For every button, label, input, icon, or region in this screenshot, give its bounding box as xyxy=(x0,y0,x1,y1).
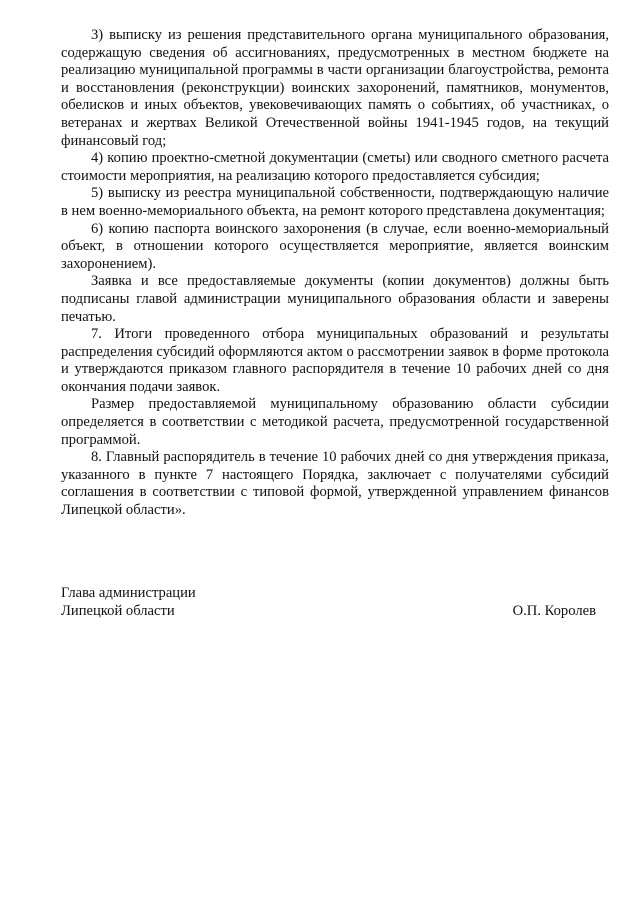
signature-block xyxy=(61,585,596,620)
paragraph-item-6: 6) копию паспорта воинского захоронения (в случае, если военно-мемориальный объект, в отношении которого осуществляется мероприятие, является воинским захоронением). xyxy=(61,220,609,272)
paragraph-point-8: 8. Главный распорядитель в течение 10 рабочих дней со дня утверждения приказа, указанного в пункте 7 настоящего Порядка, заключает с получателями субсидий соглашения в соответствии с типовой формой, утвержденной управлением финансов Липецкой области». xyxy=(61,449,609,519)
paragraph-item-4: 4) копию проектно-сметной документации (сметы) или сводного сметного расчета стоимости мероприятия, на реализацию которого предоставляется субсидия; xyxy=(61,150,609,184)
signature-row xyxy=(61,603,596,621)
paragraph-item-5: 5) выписку из реестра муниципальной собственности, подтверждающую наличие в нем военно-мемориального объекта, на ремонт которого представлена документация; xyxy=(61,185,609,219)
signature-title-line1: Глава администрации xyxy=(61,585,196,601)
paragraph-application-signing: Заявка и все предоставляемые документы (копии документов) должны быть подписаны главой администрации муниципального образования области и заверены печатью. xyxy=(61,273,609,325)
signature-title-line2: Липецкой области xyxy=(61,602,175,619)
paragraph-subsidy-size: Размер предоставляемой муниципальному образованию области субсидии определяется в соответствии с методикой расчета, предусмотренной государственной программой. xyxy=(61,396,609,448)
signature-name: О.П. Королев xyxy=(512,602,596,619)
document-body xyxy=(61,27,609,520)
paragraph-item-3: 3) выписку из решения представительного органа муниципального образования, содержащую сведения об ассигнованиях, предусмотренных в местном бюджете на реализацию муниципальной программы в части организации благоустройства, ремонта и восстановления (реконструкции) воинских захоронений, памятников, монументов, обелисков и иных объектов, увековечивающих память о событиях, об участниках, о ветеранах и жертвах Великой Отечественной войны 1941-1945 годов, на текущий финансовый год; xyxy=(61,27,609,149)
paragraph-point-7: 7. Итоги проведенного отбора муниципальных образований и результаты распределения субсидий оформляются актом о рассмотрении заявок в форме протокола и утверждаются приказом главного распорядителя в течение 10 рабочих дней со дня окончания подачи заявок. xyxy=(61,326,609,395)
